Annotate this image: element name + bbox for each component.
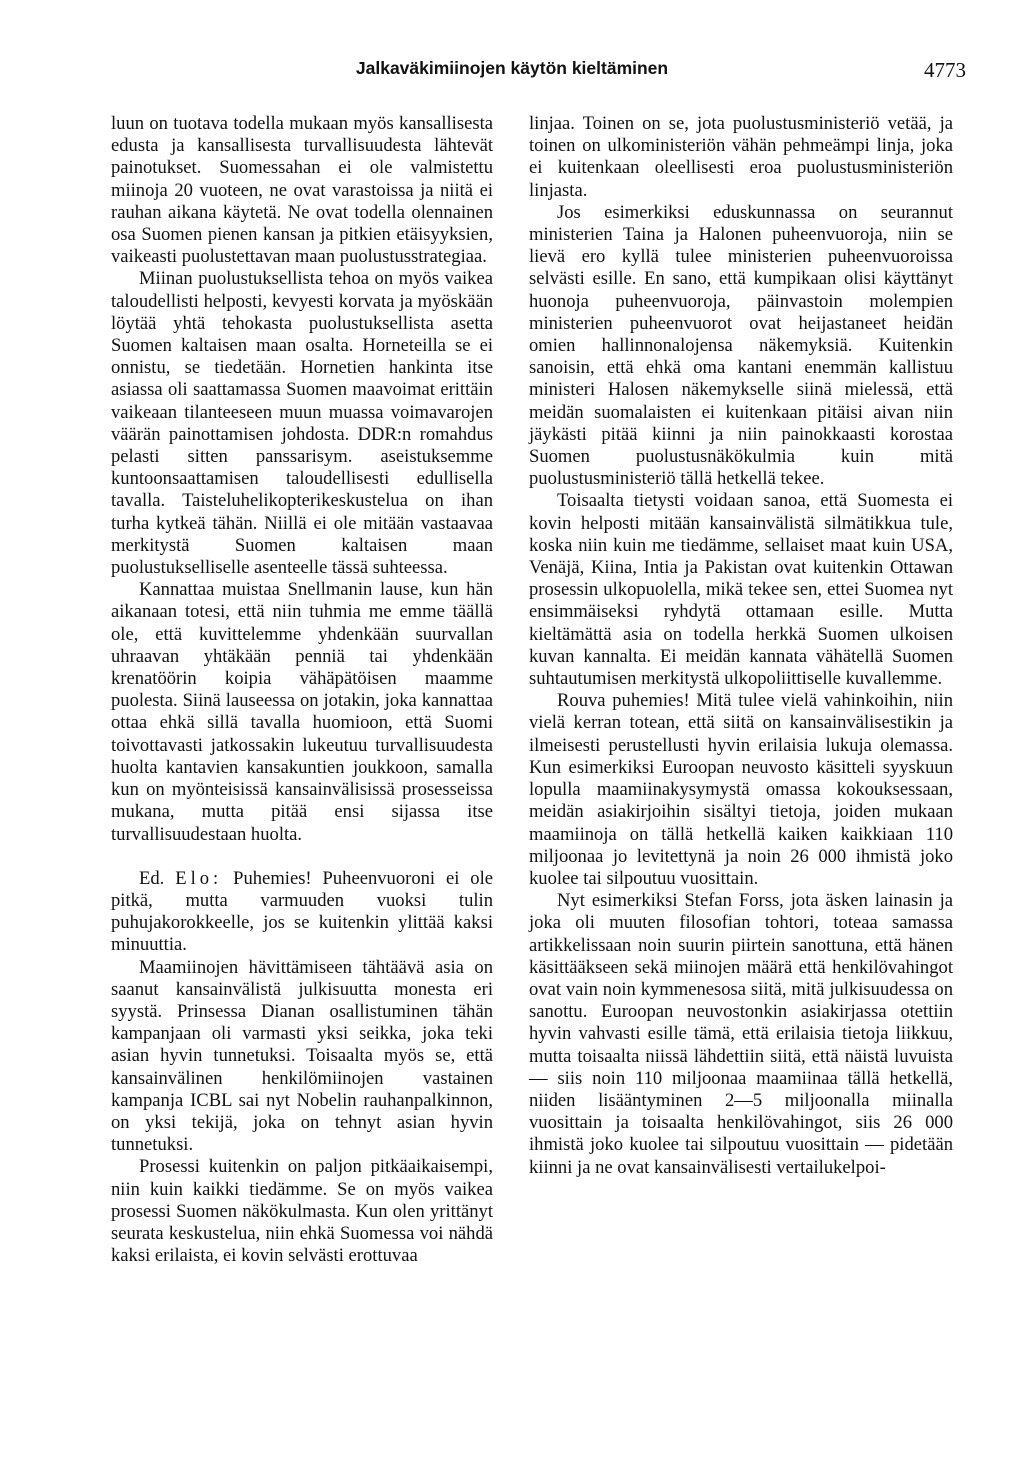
right-column (529, 113, 953, 1179)
paragraph: Jos esimerkiksi eduskunnassa on seurannut ministerien Taina ja Halonen puheenvuoroja, niin se lievä ero kyllä tulee ministerien puheenvuoroissa selvästi esille. En sano, että kumpikaan olisi käyttänyt huonoja puheenvuoroja, päinvastoin molempien ministerien puheenvuorot ovat heijastaneet heidän omien hallinnonalojensa näkemyksiä. Kuitenkin sanoisin, että ehkä oma kantani enemmän kallistuu ministeri Halosen näkemykselle siinä mielessä, että meidän suomalaisten ei kuitenkaan pitäisi aivan niin jäykästi pitää kiinni ja niin painokkaasti korostaa Suomen puolustusnäkökulmia kuin mitä puolustusministeriö tällä hetkellä tekee. (529, 201, 953, 490)
paragraph: Kannattaa muistaa Snellmanin lause, kun hän aikanaan totesi, että niin tuhmia me emme täällä ole, että kuvittelemme yhdenkään suurvallan uhraavan yhtäkään penniä tai yhdenkään krenatöörin koipia vähäpätöisen maamme puolesta. Siinä lauseessa on jotakin, joka kannattaa ottaa ehkä sillä tavalla huomioon, että Suomi toivottavasti jatkossakin lukeutuu turvallisuudesta huolta kantavien kansakuntien joukkoon, samalla kun on myönteisissä kansainvälisissä prosesseissa mukana, mutta pitää ensi sijassa itse turvallisuudestaan huolta. (111, 579, 493, 845)
paragraph: Rouva puhemies! Mitä tulee vielä vahinkoihin, niin vielä kerran totean, että siitä on kansainvälisestikin ja ilmeisesti perustellusti hyvin erilaisia lukuja olemassa. Kun esimerkiksi Euroopan neuvosto käsitteli syyskuun lopulla maamiinakysymystä omassa kokouksessaan, meidän asiakirjoihin sisältyi tietoja, joiden mukaan maamiinoja on tällä hetkellä kaiken kaikkiaan 110 miljoonaa jo levitettynä ja noin 26 000 ihmistä joko kuolee tai silpoutuu vuosittain. (529, 690, 953, 889)
left-column (111, 113, 493, 1267)
paragraph: luun on tuotava todella mukaan myös kansallisesta edusta ja kansallisesta turvallisuudesta lähtevät painotukset. Suomessahan ei ole valmistettu miinoja 20 vuoteen, ne ovat varastoissa ja niitä ei rauhan aikana käytetä. Ne ovat todella olennainen osa Suomen pienen kansan ja pitkien etäisyyksien, vaikeasti puolustettavan maan puolustusstrategiaa. (111, 113, 493, 268)
running-title: Jalkaväkimiinojen käytön kieltäminen (355, 58, 669, 78)
paragraph: Toisaalta tietysti voidaan sanoa, että Suomesta ei kovin helposti mitään kansainvälistä silmätikkua tule, koska niin kuin me tiedämme, sellaiset maat kuin USA, Venäjä, Kiina, Intia ja Pakistan ovat kuitenkin Ottawan prosessin ulkopuolella, mikä tekee sen, ettei Suomea nyt ensimmäiseksi ryhdytä ottamaan esille. Mutta kieltämättä asia on todella herkkä Suomen ulkoisen kuvan kannalta. Ei meidän kannata vähätellä Suomen suhtautumisen merkitystä ulkopoliittiselle kuvallemme. (529, 490, 953, 690)
paragraph: Maamiinojen hävittämiseen tähtäävä asia on saanut kansainvälistä julkisuutta monesta eri syystä. Prinsessa Dianan osallistuminen tähän kampanjaan oli varmasti yksi seikka, joka teki asian hyvin tunnetuksi. Toisaalta myös se, että kansainvälinen henkilömiinojen vastainen kampanja ICBL sai nyt Nobelin rauhanpalkinnon, on yksi tekijä, joka on tehnyt asian hyvin tunnetuksi. (111, 956, 493, 1156)
paragraph: Prosessi kuitenkin on paljon pitkäaikaisempi, niin kuin kaikki tiedämme. Se on myös vaikea prosessi Suomen näkökulmasta. Kun olen yrittänyt seurata keskustelua, niin ehkä Suomessa voi nähdä kaksi erilaista, ei kovin selvästi erottuvaa (111, 1156, 493, 1267)
paragraph: linjaa. Toinen on se, jota puolustusministeriö vetää, ja toinen on ulkoministeriön vähän pehmeämpi linja, joka ei kuitenkaan oleellisesti eroa puolustusministeriön linjasta. (529, 113, 953, 201)
paragraph: Miinan puolustuksellista tehoa on myös vaikea taloudellisti helposti, kevyesti korvata ja myöskään löytää yhtä tehokasta puolustuksellista asetta Suomen kaltaisen maan osalta. Horneteilla se ei onnistu, se tiedetään. Hornetien hankinta itse asiassa oli saattamassa Suomen maavoimat erittäin vaikeaan tilanteeseen muun muassa voimavarojen väärän painottamisen johdosta. DDR:n romahdus pelasti sitten panssarisym. aseistuksemme kuntoonsaattamisen taloudellisesti edullisella tavalla. Taisteluhelikopterikeskustelua on ihan turha kytkeä tähän. Niillä ei ole mitään vastaavaa merkitystä Suomen kaltaisen maan puolustukselliselle asenteelle tässä suhteessa. (111, 268, 493, 579)
paragraph: Nyt esimerkiksi Stefan Forss, jota äsken lainasin ja joka oli muuten filosofian tohtori, toteaa samassa artikkelissaan noin suurin piirtein sanottuna, että hänen käsittääkseen sekä miinojen määrä että henkilövahingot ovat vain noin kymmenesosa siitä, mitä julkisuudessa on sanottu. Euroopan neuvostonkin asiakirjassa otettiin hyvin vahvasti esille tämä, että erilaisia tietoja liikkuu, mutta toisaalta niissä lähdettiin siitä, että näistä luvuista — siis noin 110 miljoonaa maamiinaa tällä hetkellä, niiden lisääntyminen 2—5 miljoonalla miinalla vuosittain ja toisaalta henkilövahingot, siis 26 000 ihmistä joko kuolee tai silpoutuu vuosittain — pidetään kiinni ja ne ovat kansainvälisesti vertailukelpoi- (529, 890, 953, 1178)
speaker-name: Elo: (175, 867, 223, 889)
speaker-prefix: Ed. (139, 867, 165, 889)
speech-text: Puhemies! Puheenvuoroni ei ole pitkä, mutta varmuuden vuoksi tulin puhujakorokkeelle, jos se kuitenkin ylittää kaksi minuuttia. (111, 867, 494, 956)
page-header (0, 58, 1024, 88)
speaker-paragraph (111, 868, 493, 957)
page-number: 4773 (924, 58, 966, 82)
